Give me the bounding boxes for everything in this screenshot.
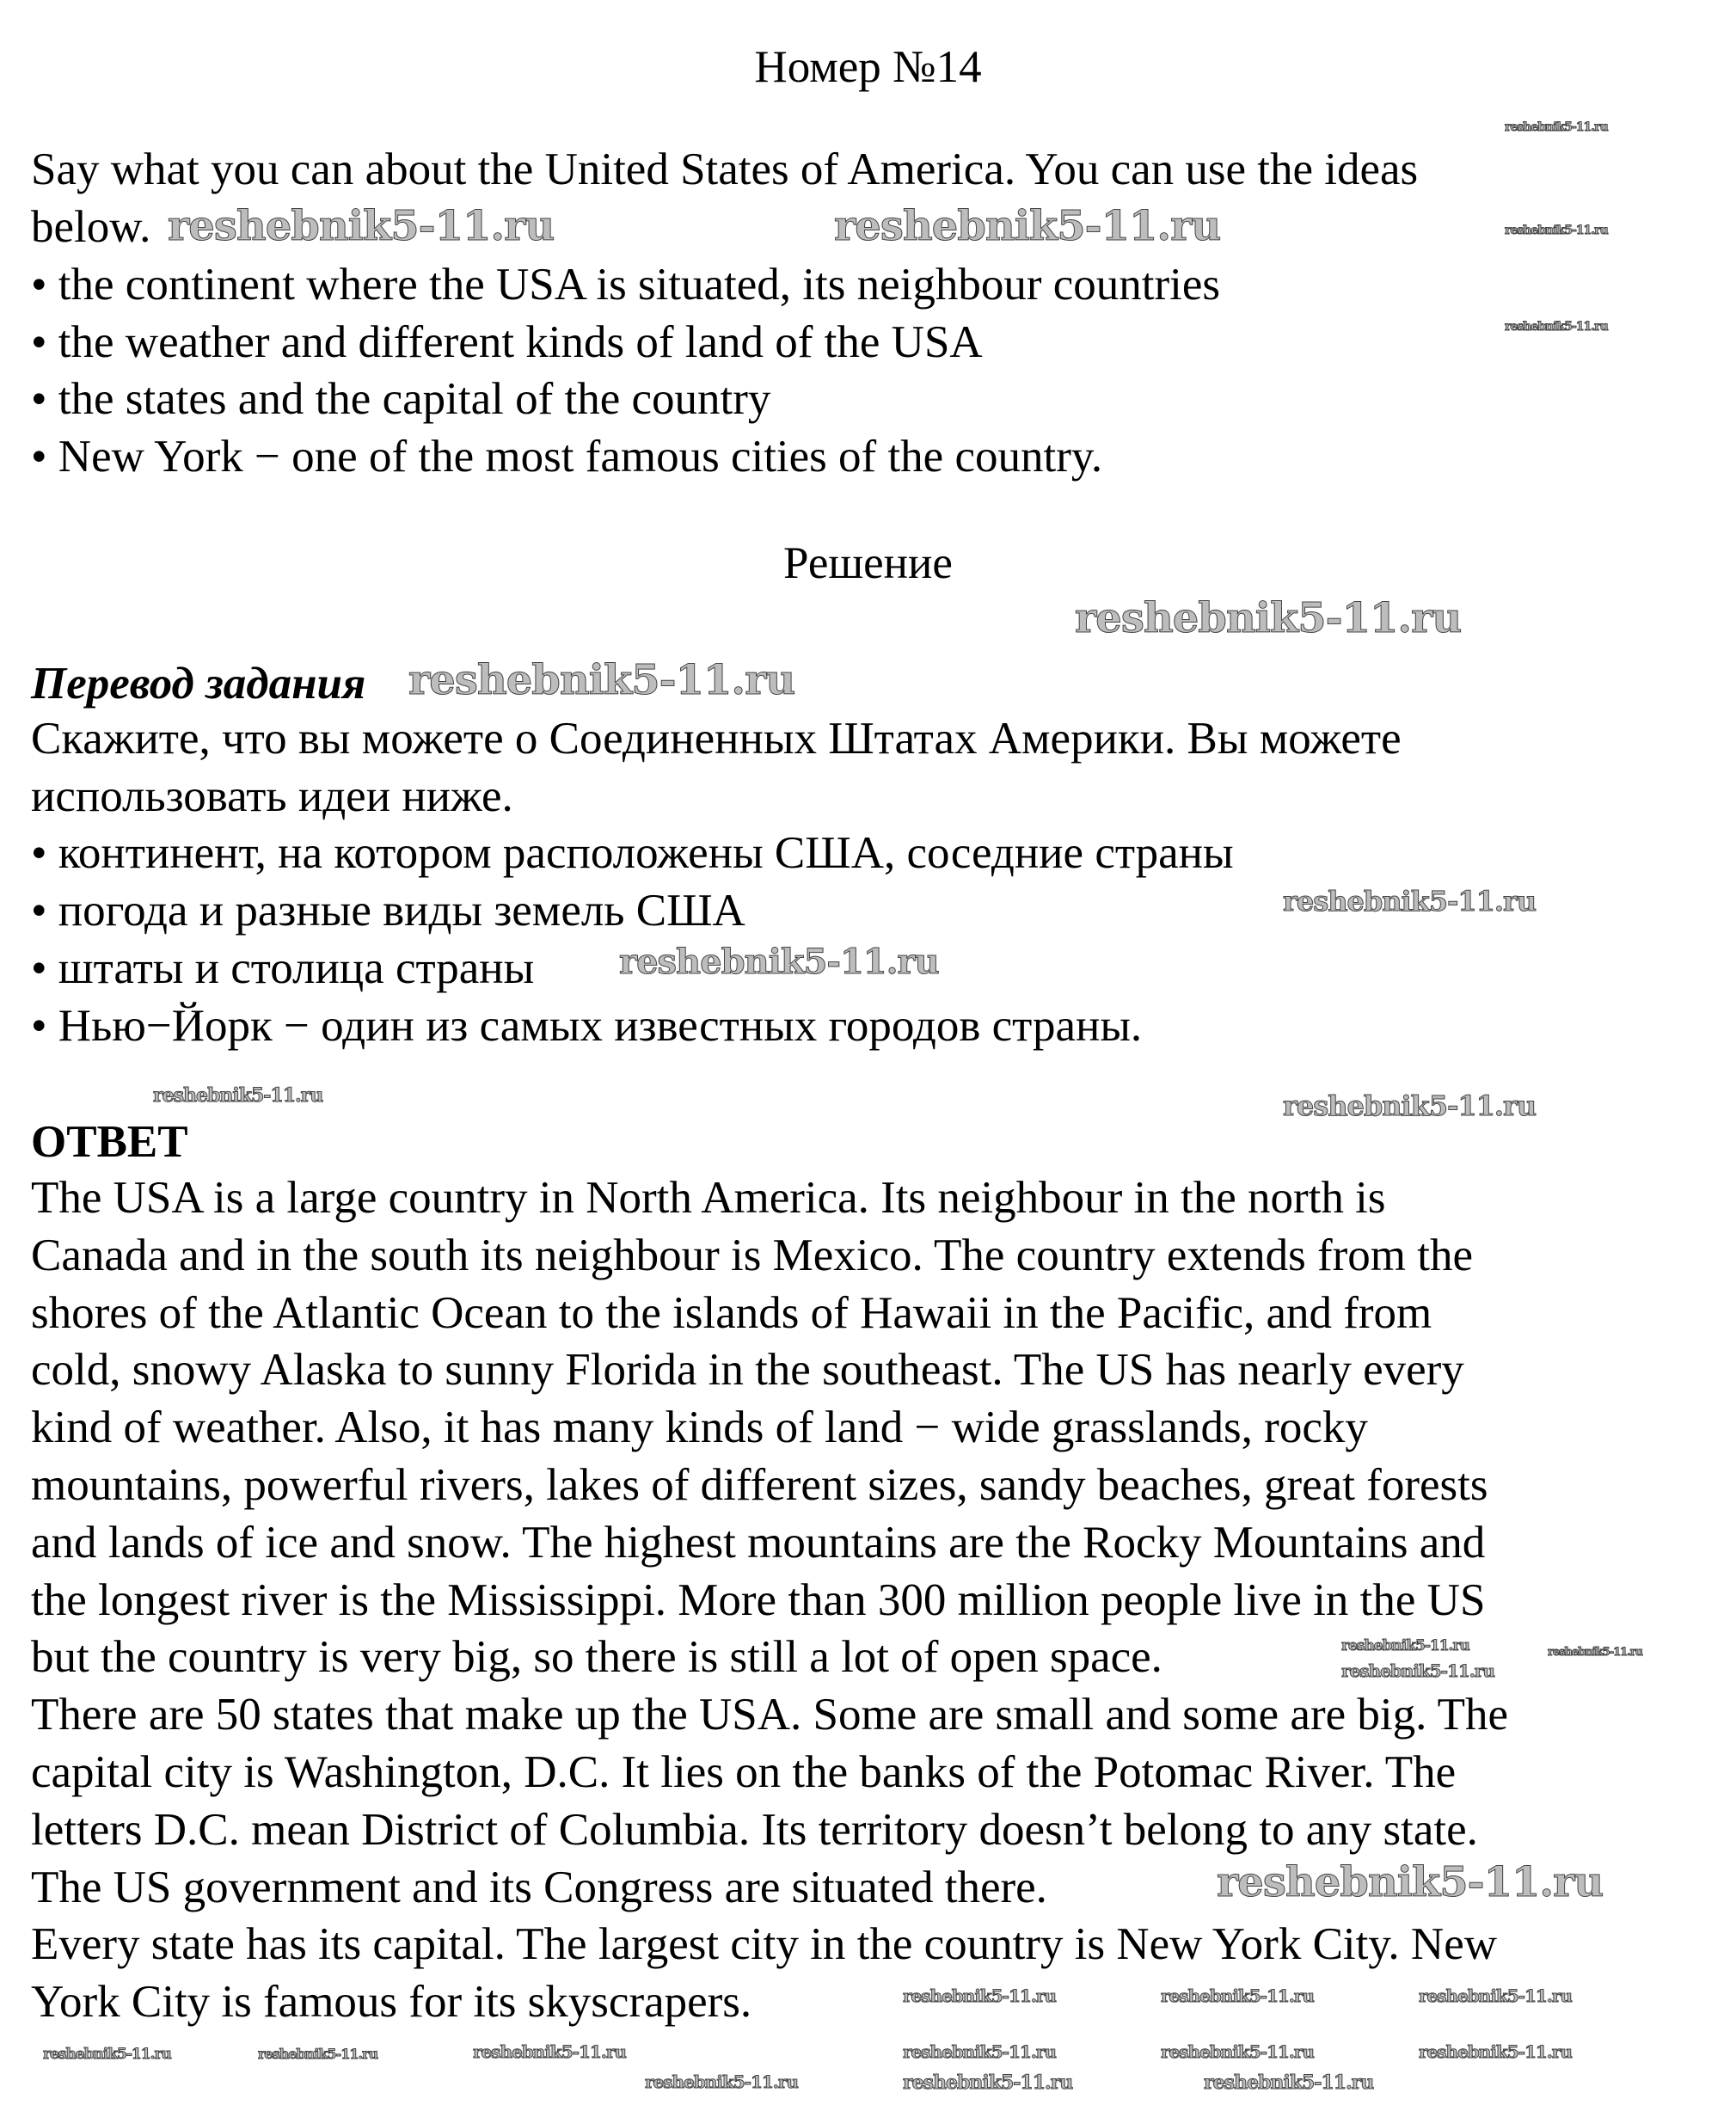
answer-line: There are 50 states that make up the USA. Some are small and some are big. The xyxy=(31,1690,1509,1740)
watermark: reshebnik5-11.ru xyxy=(408,656,795,704)
answer-line: shores of the Atlantic Ocean to the islands of Hawaii in the Pacific, and from xyxy=(31,1288,1432,1338)
answer-line: letters D.C. mean District of Columbia. Its territory doesn’t belong to any state. xyxy=(31,1805,1478,1855)
watermark: reshebnik5-11.ru xyxy=(903,2071,1073,2094)
watermark: reshebnik5-11.ru xyxy=(1161,1985,1314,2006)
watermark: reshebnik5-11.ru xyxy=(1283,885,1537,917)
solution-heading: Решение xyxy=(783,538,953,588)
watermark: reshebnik5-11.ru xyxy=(903,2041,1056,2062)
answer-line: and lands of ice and snow. The highest mountains are the Rocky Mountains and xyxy=(31,1518,1486,1568)
watermark: reshebnik5-11.ru xyxy=(1161,2041,1314,2062)
translation-line: использовать идеи ниже. xyxy=(31,771,513,821)
answer-line: but the country is very big, so there is still a lot of open space. xyxy=(31,1632,1162,1682)
watermark: reshebnik5-11.ru xyxy=(1341,1660,1494,1681)
translation-line: • континент, на котором расположены США, соседние страны xyxy=(31,828,1234,878)
watermark: reshebnik5-11.ru xyxy=(1204,2071,1374,2094)
answer-line: The USA is a large country in North America. Its neighbour in the north is xyxy=(31,1173,1386,1223)
task-line: • the continent where the USA is situated, its neighbour countries xyxy=(31,260,1221,310)
watermark: reshebnik5-11.ru xyxy=(168,202,555,250)
watermark: reshebnik5-11.ru xyxy=(645,2071,798,2092)
task-line: • the weather and different kinds of land of the USA xyxy=(31,317,983,367)
watermark: reshebnik5-11.ru xyxy=(1505,320,1608,334)
translation-line: • Нью−Йорк − один из самых известных городов страны. xyxy=(31,1001,1143,1051)
answer-line: capital city is Washington, D.C. It lies on the banks of the Potomac River. The xyxy=(31,1747,1457,1797)
answer-line: Canada and in the south its neighbour is Mexico. The country extends from the xyxy=(31,1230,1474,1280)
task-line: Say what you can about the United States of America. You can use the ideas xyxy=(31,144,1419,194)
watermark: reshebnik5-11.ru xyxy=(1548,1646,1643,1659)
watermark: reshebnik5-11.ru xyxy=(619,942,939,982)
page-title: Номер №14 xyxy=(754,42,982,92)
task-line: below. xyxy=(31,202,151,252)
watermark: reshebnik5-11.ru xyxy=(1341,1637,1469,1654)
task-line: • the states and the capital of the country xyxy=(31,374,771,424)
watermark: reshebnik5-11.ru xyxy=(153,1084,323,1107)
answer-line: the longest river is the Mississippi. More than 300 million people live in the US xyxy=(31,1575,1486,1625)
translation-line: • штаты и столица страны xyxy=(31,943,535,993)
answer-line: York City is famous for its skyscrapers. xyxy=(31,1977,752,2027)
watermark: reshebnik5-11.ru xyxy=(903,1985,1056,2006)
watermark: reshebnik5-11.ru xyxy=(258,2046,378,2062)
watermark: reshebnik5-11.ru xyxy=(1505,224,1608,237)
watermark: reshebnik5-11.ru xyxy=(1283,1089,1537,1122)
watermark: reshebnik5-11.ru xyxy=(1419,1985,1572,2006)
watermark: reshebnik5-11.ru xyxy=(834,202,1221,250)
watermark: reshebnik5-11.ru xyxy=(43,2046,171,2063)
task-line: • New York − one of the most famous cities of the country. xyxy=(31,432,1103,482)
watermark: reshebnik5-11.ru xyxy=(1075,594,1462,642)
watermark: reshebnik5-11.ru xyxy=(1217,1858,1604,1906)
translation-line: • погода и разные виды земель США xyxy=(31,886,745,936)
translation-heading: Перевод задания xyxy=(31,659,366,709)
watermark: reshebnik5-11.ru xyxy=(1419,2041,1572,2062)
answer-line: Every state has its capital. The largest city in the country is New York City. New xyxy=(31,1919,1498,1969)
answer-line: The US government and its Congress are situated there. xyxy=(31,1863,1047,1912)
answer-line: kind of weather. Also, it has many kinds of land − wide grasslands, rocky xyxy=(31,1402,1368,1452)
answer-line: mountains, powerful rivers, lakes of different sizes, sandy beaches, great forests xyxy=(31,1460,1488,1510)
watermark: reshebnik5-11.ru xyxy=(473,2041,626,2062)
watermark: reshebnik5-11.ru xyxy=(1505,120,1608,134)
answer-line: cold, snowy Alaska to sunny Florida in the southeast. The US has nearly every xyxy=(31,1345,1464,1395)
answer-heading: ОТВЕТ xyxy=(31,1117,188,1167)
translation-line: Скажите, что вы можете о Соединенных Штатах Америки. Вы можете xyxy=(31,714,1402,764)
